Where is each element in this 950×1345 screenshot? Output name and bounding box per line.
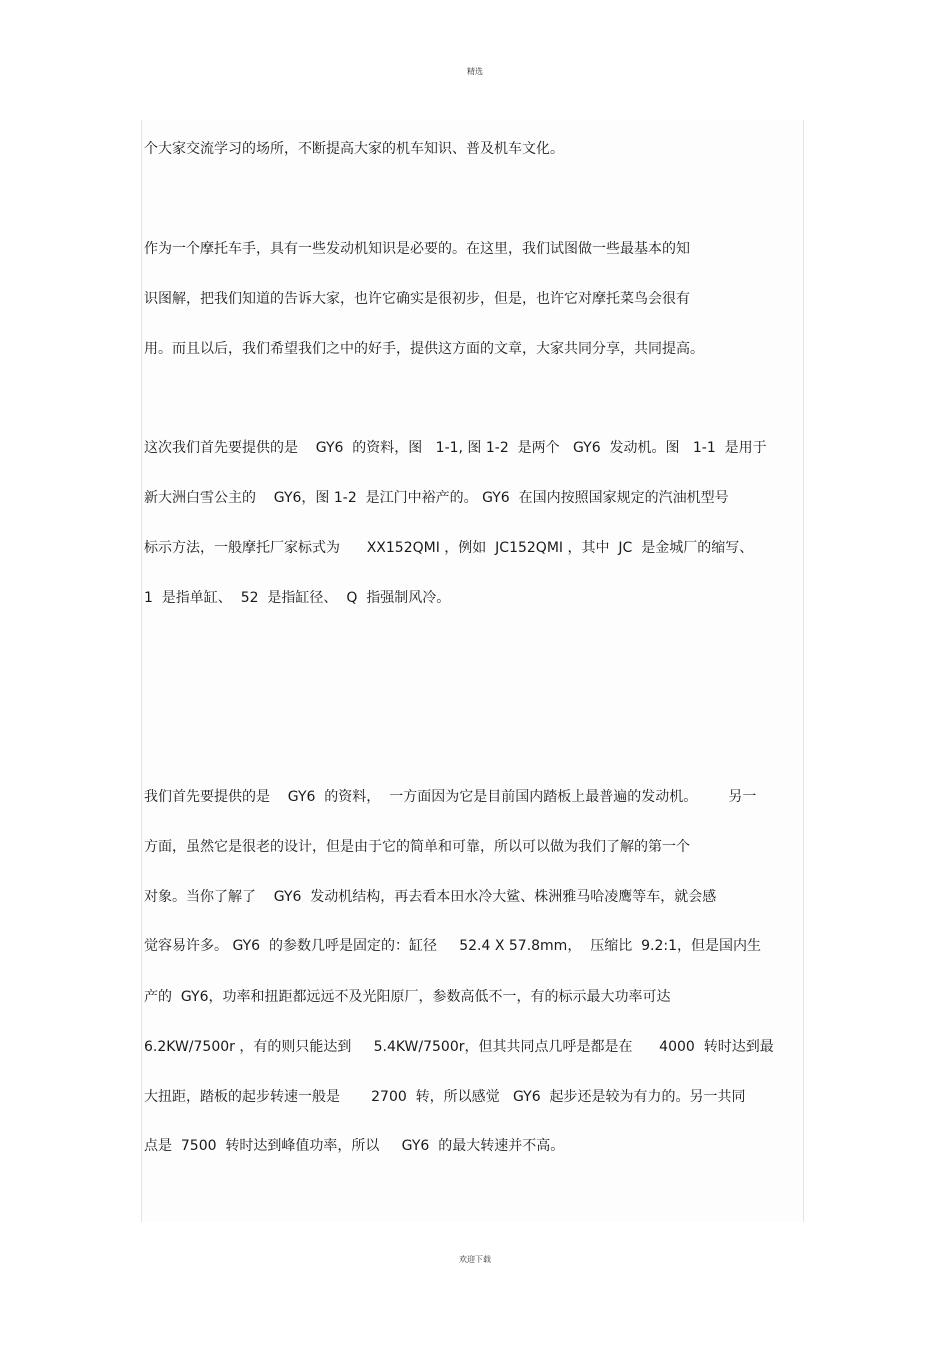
paragraph-3-line-4: 1 是指单缸、 52 是指缸径、 Q 指强制风冷。 [144,590,451,606]
paragraph-4-line-1: 我们首先要提供的是 GY6 的资料， 一方面因为它是目前国内踏板上最普遍的发动机。 另一 [144,789,757,805]
paragraph-4-line-7: 大扭距，踏板的起步转速一般是 2700 转，所以感觉 GY6 起步还是较为有力的。另一共同 [144,1089,746,1105]
paragraph-3-line-1: 这次我们首先要提供的是 GY6 的资料，图 1-1, 图 1-2 是两个 GY6 发动机。图 1-1 是用于 [144,440,767,456]
paragraph-4-line-6: 6.2KW/7500r ，有的则只能达到 5.4KW/7500r，但其共同点几呼是都是在 4000 转时达到最 [144,1039,774,1055]
paragraph-2-line-1: 作为一个摩托车手，具有一些发动机知识是必要的。在这里，我们试图做一些最基本的知 [144,241,690,257]
paragraph-2-line-2: 识图解，把我们知道的告诉大家，也许它确实是很初步，但是，也许它对摩托菜鸟会很有 [144,291,690,307]
paragraph-4-line-2: 方面，虽然它是很老的设计，但是由于它的简单和可靠，所以可以做为我们了解的第一个 [144,839,690,855]
page-header-label: 精选 [467,67,483,76]
paragraph-3-line-2: 新大洲白雪公主的 GY6，图 1-2 是江门中裕产的。 GY6 在国内按照国家规定的汽油机型号 [144,490,729,506]
document-body [141,120,804,1222]
paragraph-4-line-5: 产的 GY6，功率和扭距都远远不及光阳原厂，参数高低不一，有的标示最大功率可达 [144,989,671,1005]
paragraph-1-line-1: 个大家交流学习的场所，不断提高大家的机车知识、普及机车文化。 [144,141,564,157]
paragraph-3-line-3: 标示方法，一般摩托厂家标式为 XX152QMI ，例如 JC152QMI ，其中 JC 是金城厂的缩写、 [144,540,754,556]
page-footer-label: 欢迎下载 [459,1255,491,1264]
paragraph-4-line-8: 点是 7500 转时达到峰值功率，所以 GY6 的最大转速并不高。 [144,1138,565,1154]
paragraph-4-line-4: 觉容易许多。 GY6 的参数几呼是固定的：缸径 52.4 X 57.8mm， 压缩比 9.2:1，但是国内生 [144,938,762,954]
paragraph-4-line-3: 对象。当你了解了 GY6 发动机结构，再去看本田水冷大鲨、株洲雅马哈凌鹰等车，就会感 [144,889,717,905]
paragraph-2-line-3: 用。而且以后，我们希望我们之中的好手，提供这方面的文章，大家共同分享，共同提高。 [144,341,704,357]
